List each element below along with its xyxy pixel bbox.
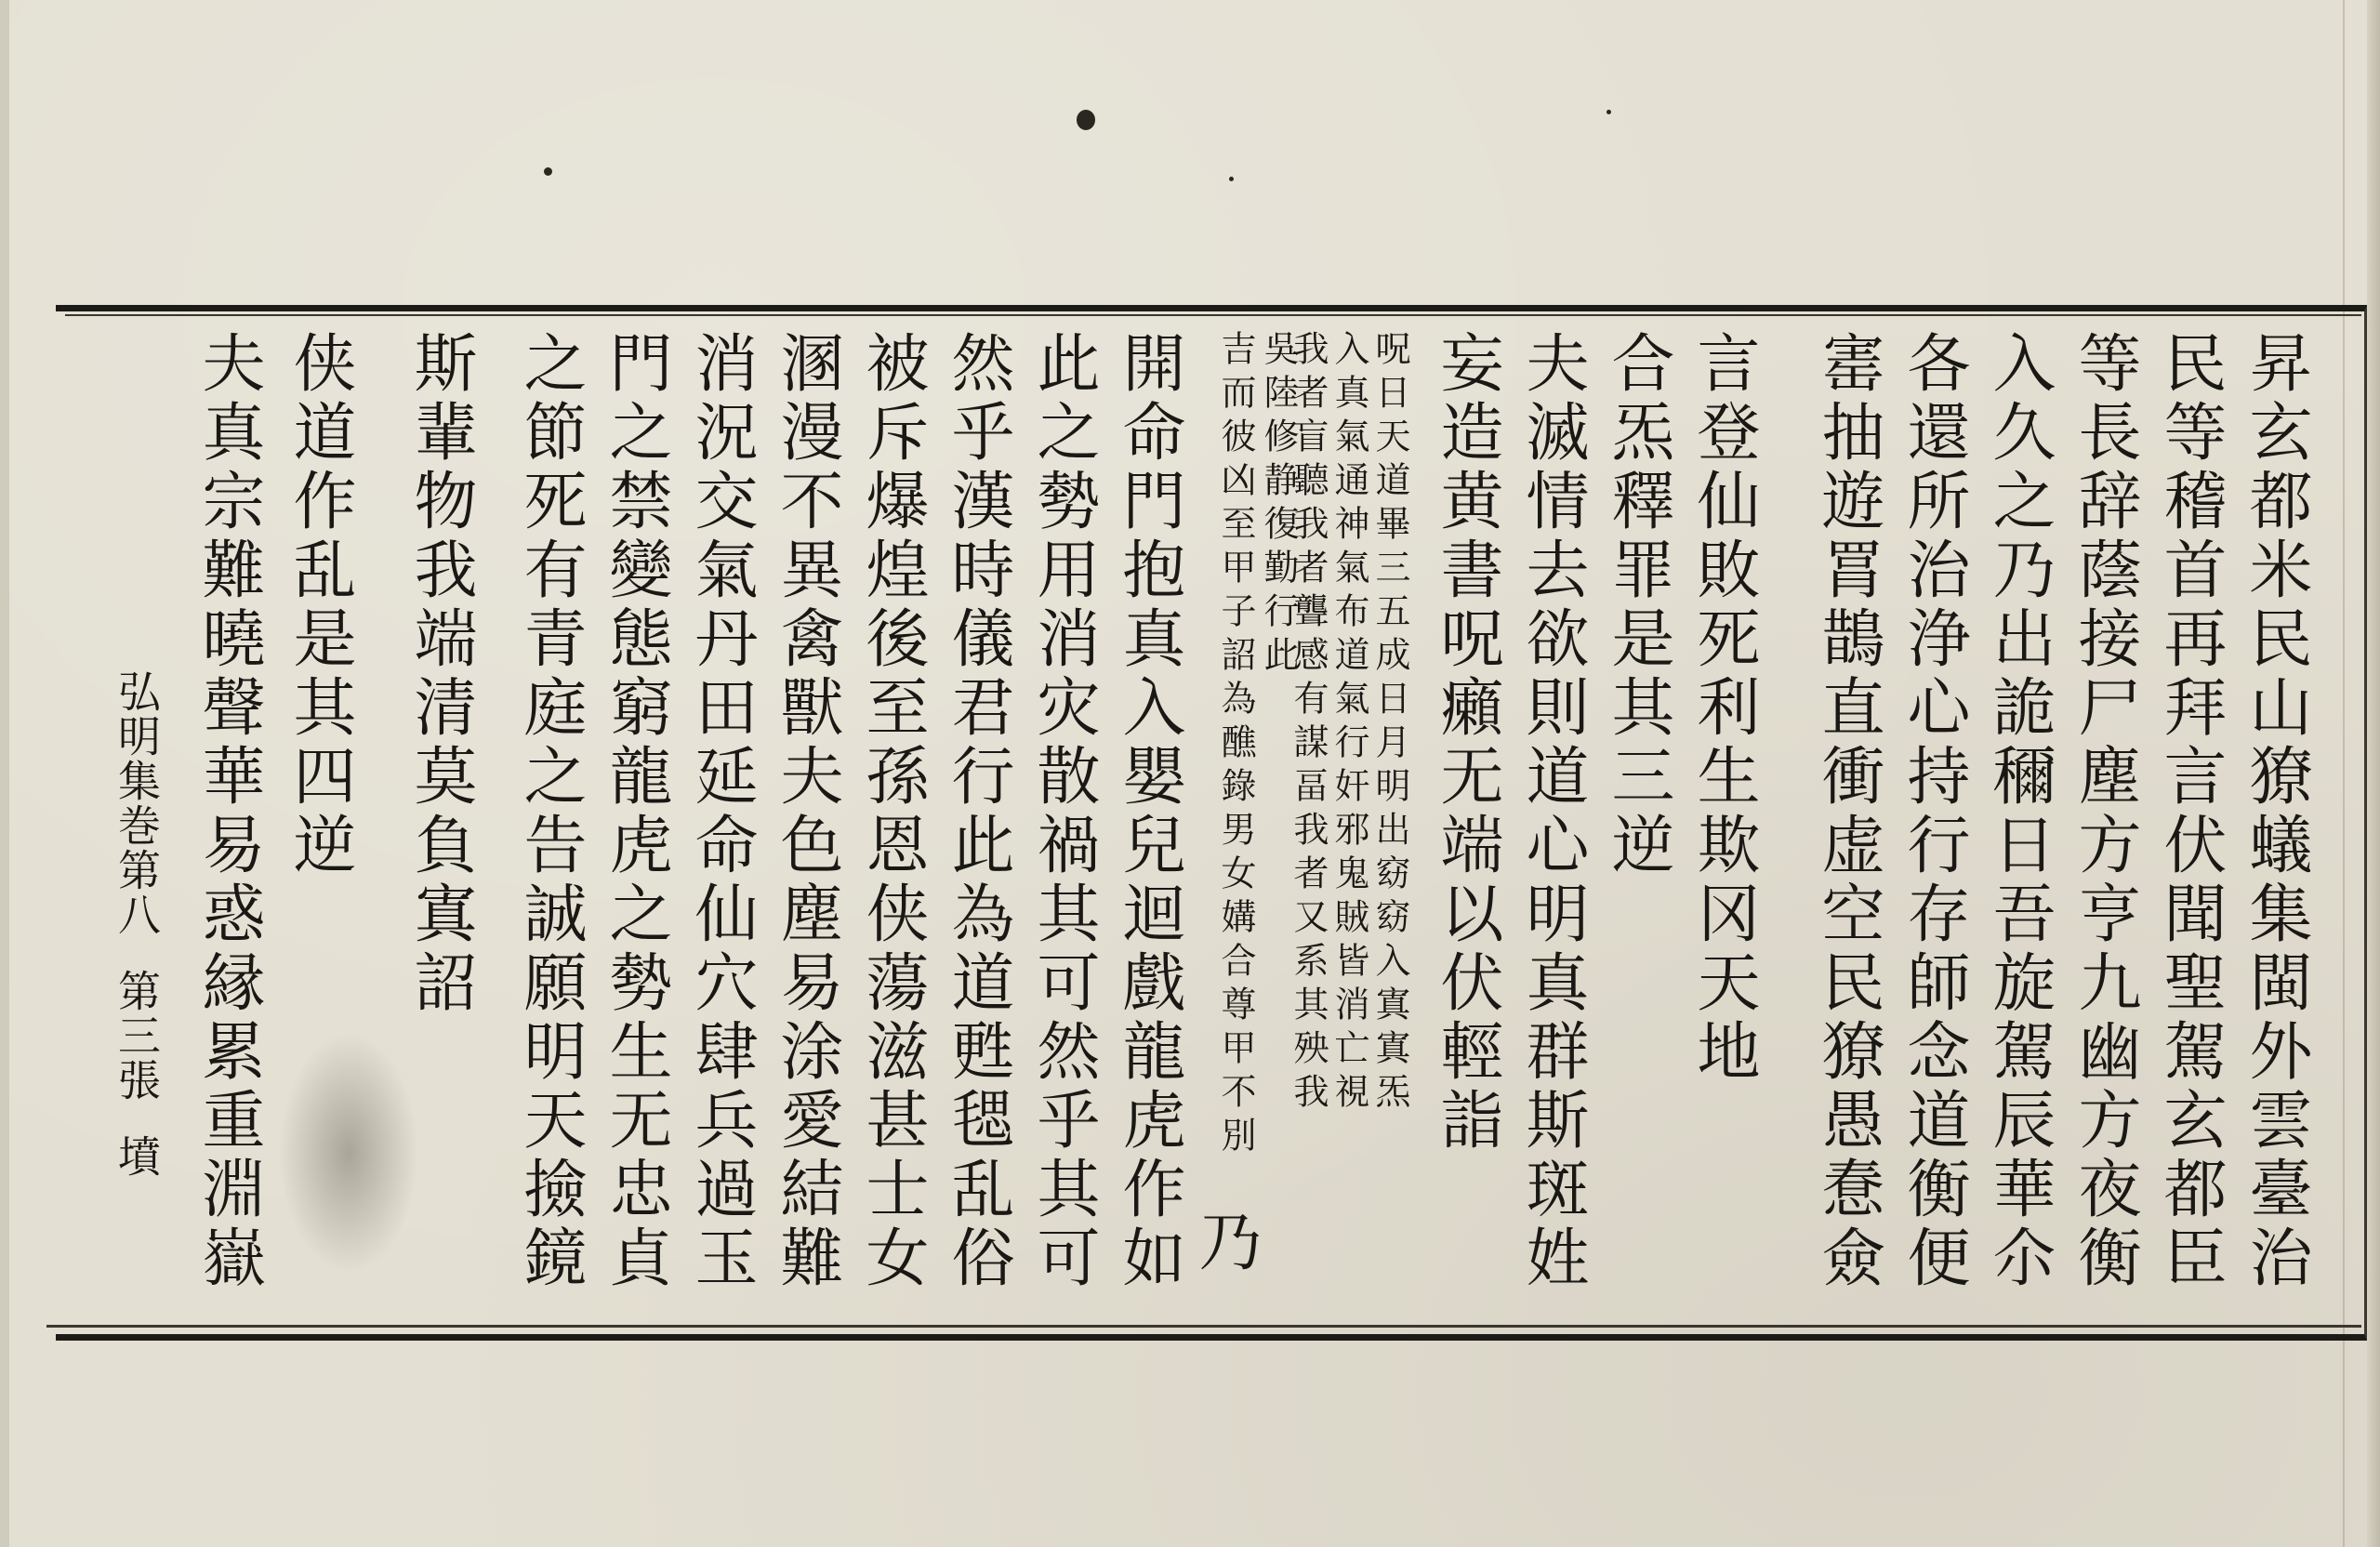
text-column: 侠道作乱是其四逆 — [283, 330, 356, 880]
interlinear-note — [1288, 330, 1413, 1306]
text-column: 消況交氣丹田延命仙穴肆兵過玉 — [684, 330, 758, 1293]
text-column: 之節死有青庭之告誠願明天撿鏡 — [513, 330, 587, 1293]
ink-speck — [1229, 177, 1234, 181]
volume-title: 弘明集巻第八 — [112, 669, 162, 937]
text-column: 此之勢用消灾散禍其可然乎其可 — [1026, 330, 1100, 1293]
text-column-end-char: 乃 — [1188, 1209, 1262, 1272]
text-column: 民等稽首再拜言伏聞聖駕玄都臣 — [2153, 330, 2227, 1293]
note-column: 呪日天道畢三五成日月明出窈窈入寘寘炁 — [1369, 330, 1410, 1117]
text-column: 言登仙敗死利生欺冈天地 — [1686, 330, 1760, 1087]
text-column: 入久之乃出詭穪日吾旋駕辰華尒 — [1982, 330, 2056, 1293]
frame-inner-top-rule — [65, 314, 2361, 316]
leaf-number: 第三張 — [112, 969, 162, 1103]
text-column: 合炁釋罪是其三逆 — [1601, 330, 1674, 880]
ink-speck — [1606, 110, 1611, 114]
text-column: 寚抽遊罥鵲直衝虚空民獠愚惷僉 — [1811, 330, 1884, 1293]
text-column: 妄造黄書呪癩无端以伏輕詣 — [1430, 330, 1503, 1156]
interlinear-note — [1209, 330, 1302, 1306]
text-column: 然乎漢時儀君行此為道甦毸乱俗 — [941, 330, 1014, 1293]
text-column: 斯輩物我端清莫負寘詔 — [403, 330, 477, 1018]
text-column: 昇玄都米民山獠蟻集閩外雲臺治 — [2239, 330, 2312, 1293]
text-column: 夫滅情去欲則道心明真群斯斑姓 — [1515, 330, 1589, 1293]
note-column: 我者盲聽我者聾感有謀畐我者又系其殃我 — [1288, 330, 1329, 1117]
carver-mark: 墳 — [112, 1134, 162, 1179]
text-column: 等長辞蔭接尸塵方亨九幽方夜衡 — [2068, 330, 2141, 1293]
page-right-edge — [2367, 0, 2380, 1547]
page-left-edge — [0, 0, 9, 1547]
text-column: 溷漫不異禽獸夫色塵易涂愛結難 — [770, 330, 843, 1293]
ink-speck — [1077, 110, 1095, 130]
volume-footer — [104, 669, 169, 1179]
text-column: 開命門抱真入嬰兒迴戲龍虎作如 — [1112, 330, 1185, 1293]
text-column: 夫真宗難曉聲華易惑縁累重淵嶽 — [192, 330, 265, 1293]
note-column: 入真氣通神氣布道氣行奸邪鬼賊皆消亡視 — [1329, 330, 1369, 1117]
frame-inner-bottom-rule — [46, 1325, 2361, 1328]
note-column: 吉而彼凶至甲子詔為醮錄男女媾合尊甲不別 — [1215, 330, 1256, 1160]
text-column: 門之禁變態窮龍虎之勢生无忠貞 — [599, 330, 672, 1293]
text-column: 各還所治浄心持行存師念道衡便 — [1897, 330, 1970, 1293]
text-column: 被斥爆煌後至孫恩侠蕩滋甚士女 — [855, 330, 929, 1293]
note-column: 吳陸修静復勤行此 — [1258, 330, 1299, 680]
ink-speck — [544, 167, 552, 176]
